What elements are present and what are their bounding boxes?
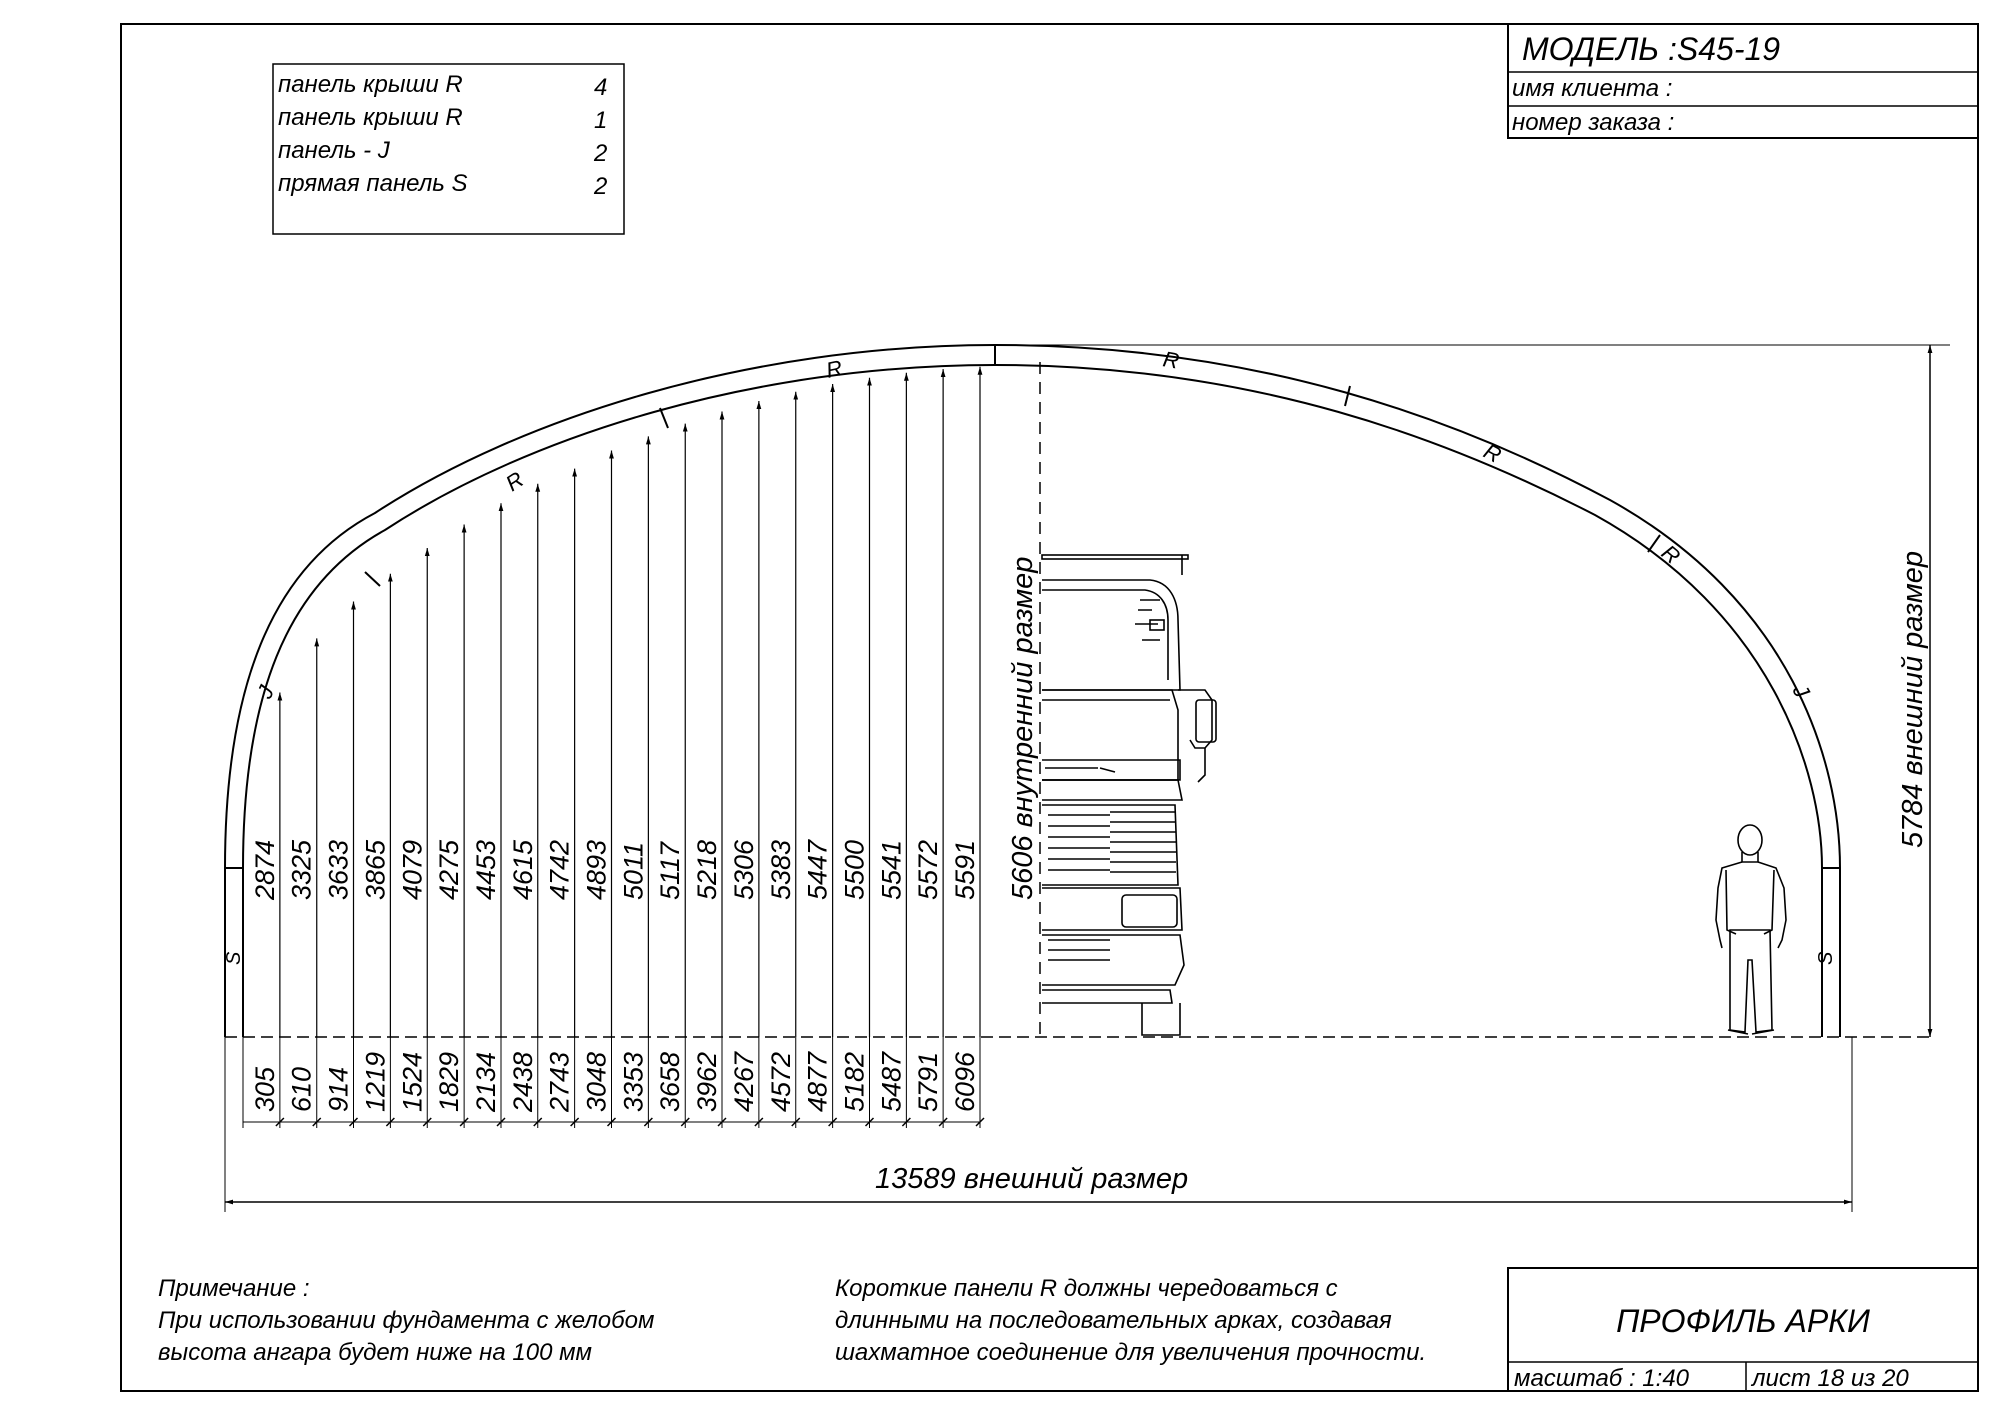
height-value: 2874 <box>249 839 280 900</box>
offset-value: 914 <box>323 1066 354 1112</box>
truck-illustration <box>1042 555 1216 1035</box>
height-value: 5383 <box>765 839 796 900</box>
inner-height-dimension: 5606 внутренний размер <box>1007 556 1039 900</box>
note-line: Примечание : <box>158 1275 310 1302</box>
height-value: 5572 <box>913 839 944 900</box>
panel-label: R <box>1656 539 1686 570</box>
client-name-label: имя клиента : <box>1512 75 1673 102</box>
model-label: МОДЕЛЬ :S45-19 <box>1522 31 1781 67</box>
height-value: 3325 <box>286 839 317 900</box>
height-value: 5500 <box>839 839 870 900</box>
part-qty: 4 <box>594 74 608 101</box>
offset-value: 610 <box>286 1066 317 1112</box>
title-block <box>1508 24 1978 138</box>
height-value: 4079 <box>397 839 428 900</box>
height-value: 5447 <box>802 839 833 900</box>
panel-label: J <box>1787 680 1815 703</box>
outer-height-dimension: 5784 внешний размер <box>1897 550 1929 848</box>
note-right <box>835 1275 1426 1366</box>
measurement-columns <box>243 367 984 1128</box>
note-left <box>158 1275 654 1366</box>
height-value: 5591 <box>950 839 980 900</box>
panel-label: J <box>251 681 280 703</box>
note-line: шахматное соединение для увеличения прочности. <box>835 1339 1427 1366</box>
panel-label: R <box>1161 346 1182 374</box>
offset-value: 1524 <box>397 1051 428 1112</box>
offset-value: 4572 <box>765 1051 796 1112</box>
note-line: высота ангара будет ниже на 100 мм <box>158 1339 593 1366</box>
offset-value: 5487 <box>876 1051 907 1112</box>
offset-value: 1219 <box>360 1051 391 1112</box>
height-value: 5541 <box>876 839 907 900</box>
note-line: Короткие панели R должны чередоваться с <box>835 1275 1338 1302</box>
drawing-title: ПРОФИЛЬ АРКИ <box>1616 1303 1870 1339</box>
panel-label: R <box>823 355 845 383</box>
offset-value: 305 <box>249 1066 280 1112</box>
stamp-block <box>1508 1268 1978 1392</box>
height-value: 5117 <box>655 841 686 900</box>
panel-label: S <box>223 951 245 965</box>
part-name: панель - J <box>278 137 390 164</box>
height-value: 5011 <box>618 841 649 900</box>
outer-width-dimension: 13589 внешний размер <box>875 1163 1189 1195</box>
offset-value: 4877 <box>802 1051 833 1112</box>
offset-value: 1829 <box>434 1051 465 1112</box>
height-value: 5218 <box>692 839 723 900</box>
note-line: длинными на последовательных арках, создавая <box>835 1307 1392 1334</box>
offset-value: 5182 <box>839 1051 870 1112</box>
note-line: При использовании фундамента с желобом <box>158 1307 655 1334</box>
part-qty: 2 <box>594 140 608 167</box>
offset-value: 2134 <box>470 1051 501 1112</box>
person-illustration <box>1716 825 1786 1034</box>
height-value: 4742 <box>544 839 575 900</box>
part-name: панель крыши R <box>278 104 463 131</box>
height-value: 3865 <box>360 839 391 900</box>
offset-value: 2438 <box>507 1051 538 1112</box>
part-name: прямая панель S <box>278 170 468 197</box>
height-value: 4893 <box>581 839 612 900</box>
offset-value: 3353 <box>618 1051 649 1112</box>
panel-label: S <box>1815 951 1837 965</box>
height-value: 4615 <box>507 839 538 900</box>
panel-label: R <box>1479 438 1506 468</box>
part-name: панель крыши R <box>278 71 463 98</box>
panel-label: R <box>501 466 529 497</box>
parts-list <box>273 64 624 234</box>
offset-value: 3658 <box>655 1051 686 1112</box>
offset-value: 2743 <box>544 1051 575 1112</box>
height-value: 5306 <box>728 839 759 900</box>
sheet-number-label: лист 18 из 20 <box>1752 1365 1909 1392</box>
offset-value: 4267 <box>728 1051 759 1112</box>
offset-value: 3962 <box>692 1051 723 1112</box>
order-number-label: номер заказа : <box>1512 109 1675 136</box>
scale-label: масштаб : 1:40 <box>1514 1365 1690 1392</box>
offset-value: 6096 <box>950 1051 980 1112</box>
height-value: 3633 <box>323 839 354 900</box>
offset-value: 3048 <box>581 1051 612 1112</box>
part-qty: 1 <box>594 107 608 134</box>
part-qty: 2 <box>594 173 608 200</box>
height-value: 4453 <box>470 839 501 900</box>
height-value: 4275 <box>434 839 465 900</box>
offset-value: 5791 <box>913 1051 944 1112</box>
